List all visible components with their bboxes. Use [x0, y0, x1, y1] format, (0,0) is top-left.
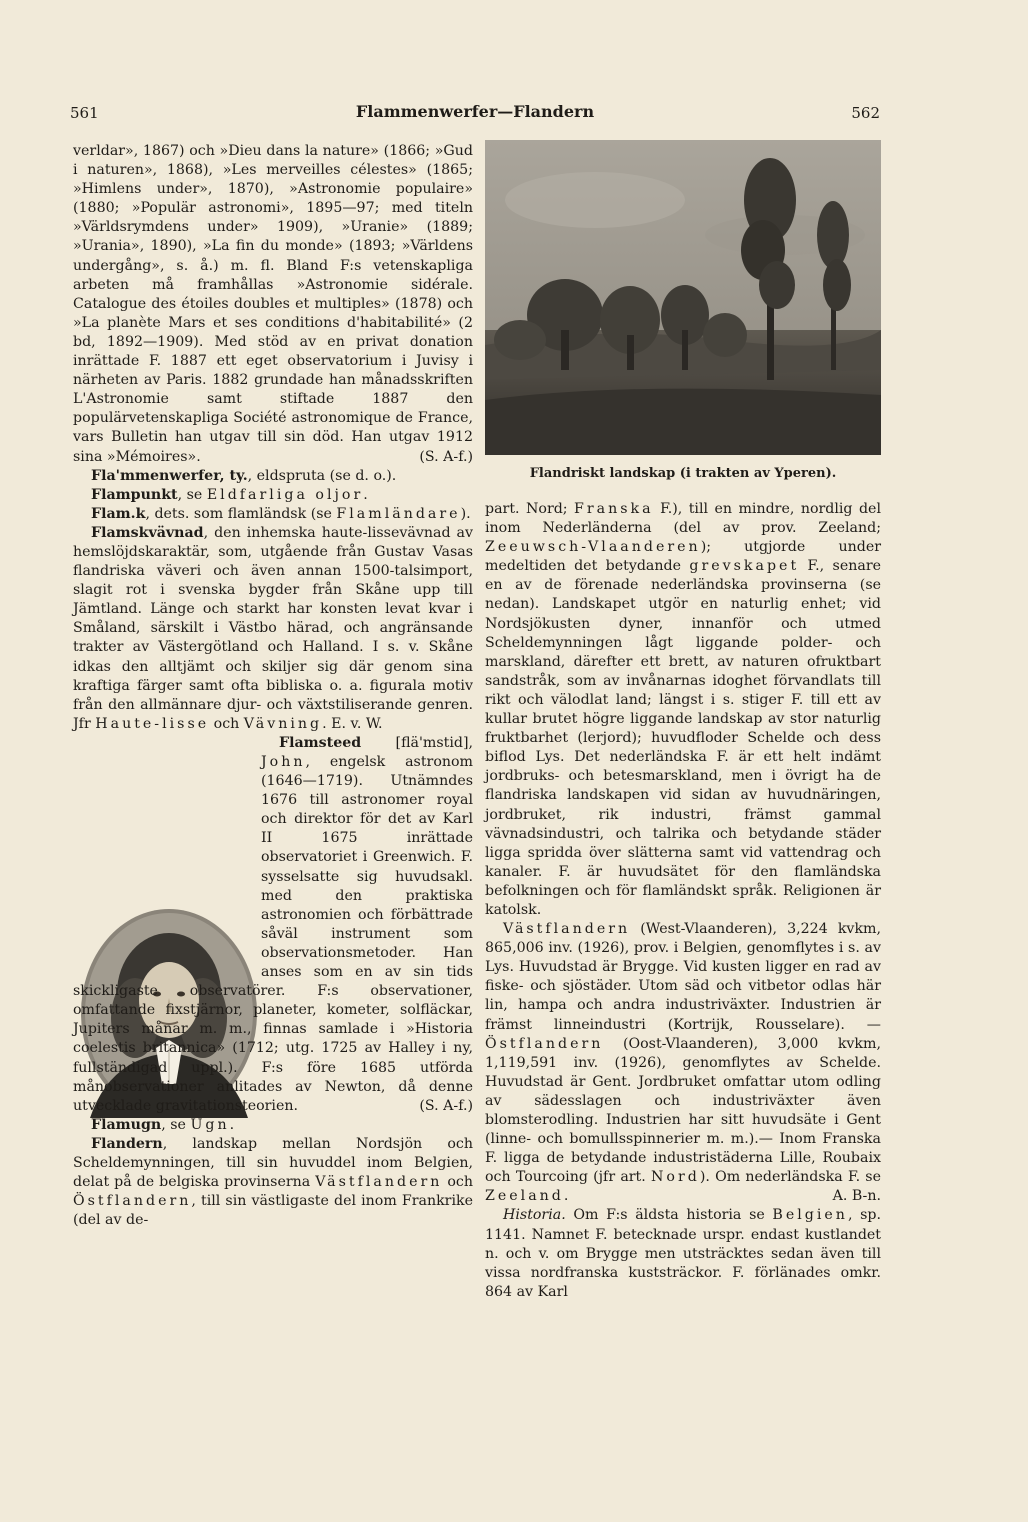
headword: Flamsteed: [279, 734, 362, 751]
landscape-photo: [485, 140, 881, 455]
paragraph-flammarion-works: [73, 142, 473, 467]
text: .: [229, 1116, 235, 1133]
text: part. Nord;: [485, 501, 575, 517]
headword: Flam.k: [91, 505, 146, 522]
text: , se: [177, 486, 207, 503]
paragraph-historia: [485, 1206, 881, 1301]
entry-flamskvavnad: [73, 524, 473, 734]
text: ).: [460, 505, 471, 522]
cross-ref: Vävning: [243, 715, 323, 732]
cross-ref: Flamländare: [336, 505, 461, 522]
page-header: [70, 100, 880, 128]
cross-ref: Eldfarliga oljor: [206, 486, 364, 503]
text: och: [442, 1174, 473, 1191]
headword: Flamskvävnad: [91, 524, 204, 541]
entry-flamsteed: [73, 734, 473, 1116]
text: och: [209, 715, 244, 732]
cross-ref: Västflandern: [315, 1174, 443, 1191]
entry-flammenwerfer: [73, 467, 473, 486]
cross-ref: Västflandern: [503, 921, 631, 938]
portrait-wrap-space: [73, 772, 261, 980]
entry-flamsk: [73, 505, 473, 524]
paragraph-flandern-cont: [485, 500, 881, 920]
text: Om F:s äldsta historia se: [565, 1207, 773, 1224]
cross-ref: Ugn: [190, 1116, 230, 1133]
text: , engelsk astronom (1646—1719). Utnämndes 1676 till astronomer royal och direktor för det av Karl II 1675 inrättade observatoriet i Greenwich. F. sysselsatte sig huvudsakl. med den praktiska astronomien och förbättrade såväl instrument som observationsmetoder. Han anses som en av sin tids skickligaste observatörer. F:s observationer, omfattande fixstjärnor, planeter, kometer, solfläckar, Jupiters månar m. m., finnas samlade i »Historia coelestis britannica» (1712; utg. 1725 av Halley i ny, fullständigad uppl.). F:s före 1685 utförda månobservationer anlitades av Newton, då denne utvecklade gravitationsteorien.: [73, 754, 473, 1114]
text: ). Om nederländska F. se: [699, 1169, 881, 1186]
section-heading: Historia.: [503, 1207, 566, 1224]
paragraph-provinces: [485, 920, 881, 1206]
entry-flampunkt: [73, 486, 473, 505]
text: , den inhemska haute-lissevävnad av hemslöjdskaraktär, som, utgående från Gustav Vasas flandriska väveri och även annan 1500-talsimport, slagit rot i svenska bygder från Skåne upp till Jämtland. Länge och starkt har konsten levat kvar i Småland, särskilt i Västbo härad, och angränsande trakter av Västergötland och Halland. I s. v. Skåne idkas den alltjämt och skiljer sig där genom sina kraftiga färger samt ofta bibliska o. a. figurala motiv från den allmännare djur- och växtstiliserande genren. Jfr: [73, 524, 473, 732]
right-column: [485, 500, 881, 1302]
signature: . E. v. W.: [322, 715, 383, 732]
cross-ref: Zeeland: [485, 1188, 564, 1205]
entry-flandern: [73, 1135, 473, 1230]
person-name: John: [261, 754, 306, 770]
cross-ref: Östflandern: [485, 1035, 604, 1052]
left-column: [73, 142, 473, 1230]
landscape-illustration: [485, 140, 881, 455]
text: ); utgjorde under medeltiden det betydande: [485, 539, 881, 575]
text: , till sin västligaste del inom Frankrike (del av de-: [73, 1193, 473, 1229]
signature: (S. A-f.): [419, 448, 473, 465]
entry-flamugn: [73, 1116, 473, 1135]
headword: Fla'mmenwerfer, ty.: [91, 467, 248, 484]
cross-ref: Nord: [650, 1169, 700, 1186]
text: verldar», 1867) och »Dieu dans la nature» (1866; »Gud i naturen», 1868), »Les merveilles célestes» (1865; »Himlens under», 1870), »Astronomie populaire» (1880; »Populär astronomi», 1895—97; med titeln »Världsrymdens under» 1909), »Uranie» (1889; »Urania», 1890), »La fin du monde» (1893; »Världens undergång», s. å.) m. fl. Bland F:s vetenskapliga arbeten må framhållas »Astronomie sidérale. Catalogue des étoiles doubles et multiples» (1878) och »La planète Mars et ses conditions d'habitabilité» (2 bd, 1892—1909). Med stöd av en privat donation inrättade F. 1887 ett eget observatorium i Juvisy i närheten av Paris. 1882 grundade han månadsskriften L'Astronomie samt stiftade 1887 den populärvetenskapliga Société astronomique de France, vars Bulletin han utgav till sin död. Han utgav 1912 sina »Mémoires».: [73, 143, 473, 465]
text: , landskap mellan Nordsjön och Scheldemynningen, till sin huvuddel inom Belgien, delat på de belgiska provinserna: [73, 1135, 473, 1191]
text: (West-Vlaanderen), 3,224 kvkm, 865,006 inv. (1926), prov. i Belgien, genomflytes i s. av Lys. Huvudstad är Brygge. Vid kusten ligger en rad av fiske- och sjöstäder. Utom säd och vitbetor odlas här lin, hampa och andra industriväxter. Industrien är främst linneindustri (Kortrijk, Rousselare). —: [485, 921, 881, 1033]
text: (Oost-Vlaanderen), 3,000 kvkm, 1,119,591 inv. (1926), genomflytes av Schelde. Huvudstad är Gent. Jordbruket omfattar utom odling av sädesslagen och industriväxter även blomsterodling. Industrien har sitt huvudsäte i Gent (linne- och bomullsspinnerier m. m.).— Inom Franska F. ligga de betydande industristäderna Lille, Roubaix och Tourcoing (jfr art.: [485, 1035, 881, 1186]
cross-ref: Zeeuwsch-Vlaanderen: [485, 539, 701, 556]
running-title: Flammenwerfer—Flandern: [355, 102, 595, 121]
cross-ref: Haute-lisse: [95, 715, 210, 732]
text: .: [563, 1188, 569, 1205]
landscape-caption: Flandriskt landskap (i trakten av Yperen).: [529, 466, 837, 481]
cross-ref: grevskapet: [689, 558, 800, 575]
headword: Flampunkt: [91, 486, 178, 503]
headword: Flandern: [91, 1135, 163, 1152]
cross-ref: Belgien: [772, 1207, 848, 1224]
text: , dets. som flamländsk (se: [145, 505, 337, 522]
cross-ref: Östflandern: [73, 1193, 192, 1210]
text: , sp. 1141. Namnet F. betecknade urspr. endast kustlandet n. och v. om Brygge men utsträcktes sedan även till vissa nordfranska kuststräckor. F. förlänades omkr. 864 av Karl: [485, 1207, 881, 1300]
text: , eldspruta (se d. o.).: [247, 467, 397, 484]
signature: A. B-n.: [832, 1188, 881, 1205]
text: , se: [161, 1116, 191, 1133]
headword: Flamugn: [91, 1116, 162, 1133]
page-number-right: 562: [851, 104, 880, 122]
cross-ref: Franska: [574, 501, 654, 517]
text: .: [363, 486, 368, 503]
text: F., senare en av de förenade nederländska provinserna (se nedan). Landskapet utgör en naturlig enhet; vid Nordsjökusten dyner, innanför och utmed Scheldemynningen lågt liggande polder- och marskland, därefter ett brett, av naturen ofruktbart sandstråk, som av invånarnas idoghet förvandlats till rikt och välodlat land; längst i s. stiger F. till ett av kullar brutet högre liggande landskap av stor naturlig fruktbarhet (lerjord); huvudfloder Schelde och dess biflod Lys. Det nederländska F. är ett helt indämt jordbruks- och betesmarskland, men i övrigt ha de flandriska landskapen vid sidan av huvudnäringen, jordbruket, rik industri, främst gammal vävnadsindustri, och talrika och betydande städer ligga spridda över slätterna samt vid vattendrag och kanaler. F. är huvudsätet för den flamländska befolkningen och för flamländskt språk. Religionen är katolsk.: [485, 558, 881, 918]
page-number-left: 561: [70, 104, 99, 122]
signature: (S. A-f.): [419, 1097, 473, 1114]
text: F.), till en mindre, nordlig del inom Nederländerna (del av prov. Zeeland;: [485, 501, 881, 537]
text: [flä'mstid],: [361, 734, 473, 751]
